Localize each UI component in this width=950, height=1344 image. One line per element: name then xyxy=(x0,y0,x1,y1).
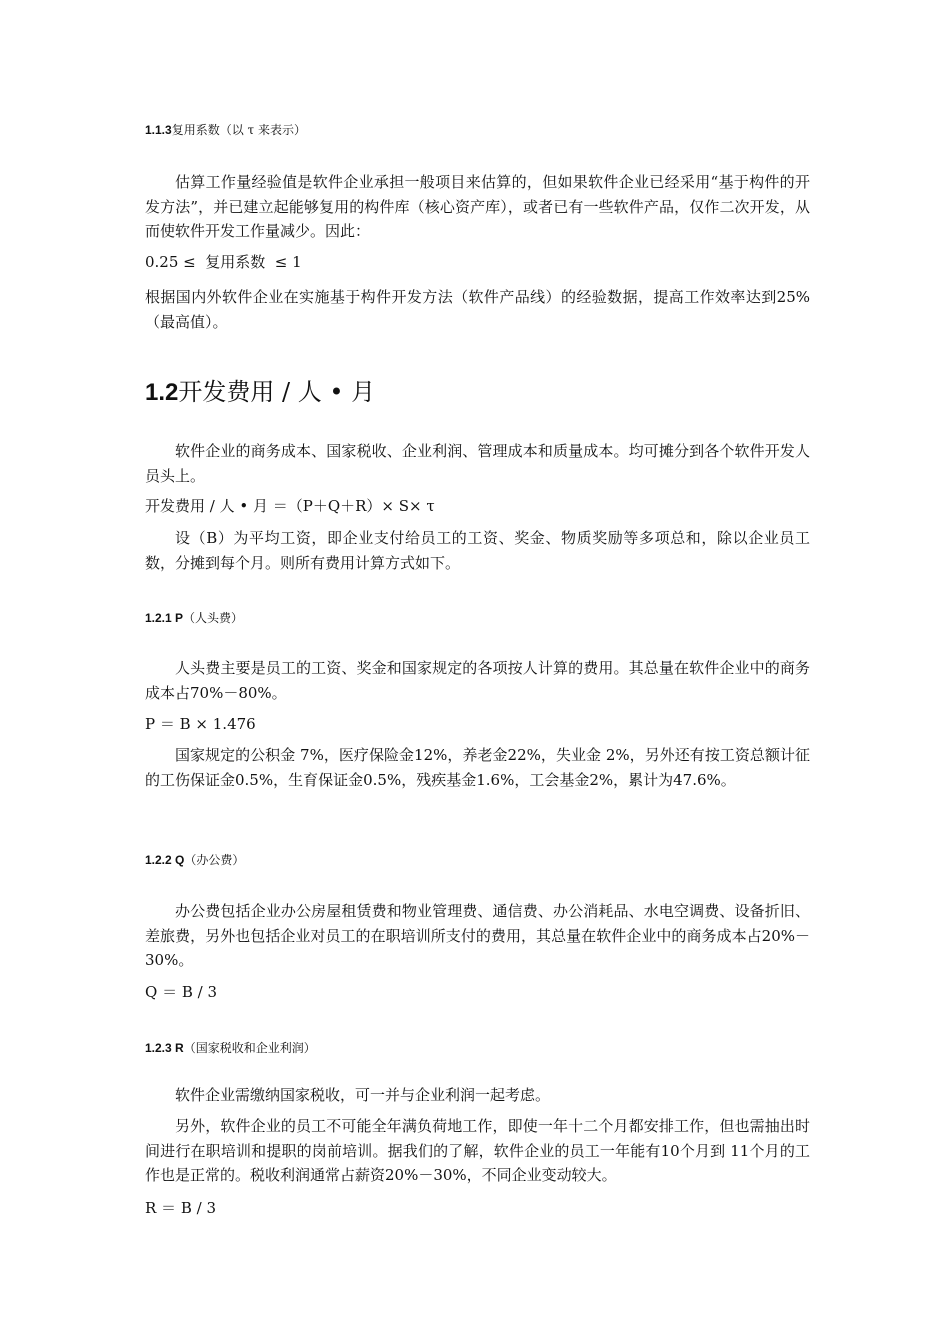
section-title: 复用系数（以 τ 来表示） xyxy=(171,123,306,137)
formula-reuse-range: 0.25 ≤ 复用系数 ≤ 1 xyxy=(145,253,302,271)
section-heading-1-2 xyxy=(145,377,810,408)
section-heading-1-2-2 xyxy=(145,852,810,868)
section-title: （国家税收和企业利润） xyxy=(183,1041,316,1055)
paragraph: 根据国内外软件企业在实施基于构件开发方法（软件产品线）的经验数据，提高工作效率达到25%（最高值）。 xyxy=(145,288,810,331)
paragraph: 估算工作量经验值是软件企业承担一般项目来估算的，但如果软件企业已经采用“基于构件的开发方法”，并已建立起能够复用的构件库（核心资产库），或者已有一些软件产品，仅作二次开发，从而使软件开发工作量减少。因此： xyxy=(145,173,810,240)
section-number: 1.2.3 R xyxy=(145,1041,184,1055)
paragraph: 软件企业需缴纳国家税收，可一并与企业利润一起考虑。 xyxy=(175,1086,551,1104)
section-heading-1-1-3 xyxy=(145,122,810,138)
paragraph: 软件企业的商务成本、国家税收、企业利润、管理成本和质量成本。均可摊分到各个软件开发人员头上。 xyxy=(145,442,810,485)
formula-q: Q ＝ B / 3 xyxy=(145,983,217,1001)
paragraph: 另外，软件企业的员工不可能全年满负荷地工作，即使一年十二个月都安排工作，但也需抽出时间进行在职培训和提职的岗前培训。据我们的了解，软件企业的员工一年能有10个月到 11个月的工作也是正常的。税收利润通常占薪资20%－30%，不同企业变动较大。 xyxy=(145,1117,810,1184)
formula-p: P ＝ B × 1.476 xyxy=(145,715,256,733)
section-heading-1-2-1 xyxy=(145,610,810,626)
formula-r: R ＝ B / 3 xyxy=(145,1199,216,1217)
paragraph: 设（B）为平均工资，即企业支付给员工的工资、奖金、物质奖励等多项总和，除以企业员工数，分摊到每个月。则所有费用计算方式如下。 xyxy=(145,529,810,572)
section-number: 1.2.2 Q xyxy=(145,853,185,867)
section-number: 1.1.3 xyxy=(145,123,172,137)
paragraph: 人头费主要是员工的工资、奖金和国家规定的各项按人计算的费用。其总量在软件企业中的商务成本占70%－80%。 xyxy=(145,659,810,702)
section-title: （办公费） xyxy=(184,853,245,867)
section-number: 1.2.1 P xyxy=(145,611,184,625)
section-heading-1-2-3 xyxy=(145,1040,810,1056)
paragraph: 国家规定的公积金 7%，医疗保险金12%，养老金22%，失业金 2%，另外还有按工资总额计征的工伤保证金0.5%，生育保证金0.5%，残疾基金1.6%，工会基金2%，累计为47.6%。 xyxy=(145,746,810,789)
section-number: 1.2 xyxy=(145,379,179,406)
section-title: 开发费用 / 人 • 月 xyxy=(178,378,376,406)
paragraph: 办公费包括企业办公房屋租赁费和物业管理费、通信费、办公消耗品、水电空调费、设备折旧、差旅费，另外也包括企业对员工的在职培训所支付的费用，其总量在软件企业中的商务成本占20%－30%。 xyxy=(145,902,810,969)
formula-dev-cost: 开发费用 / 人 • 月 ＝（P＋Q＋R）× S× τ xyxy=(145,497,435,515)
section-title: （人头费） xyxy=(183,611,244,625)
